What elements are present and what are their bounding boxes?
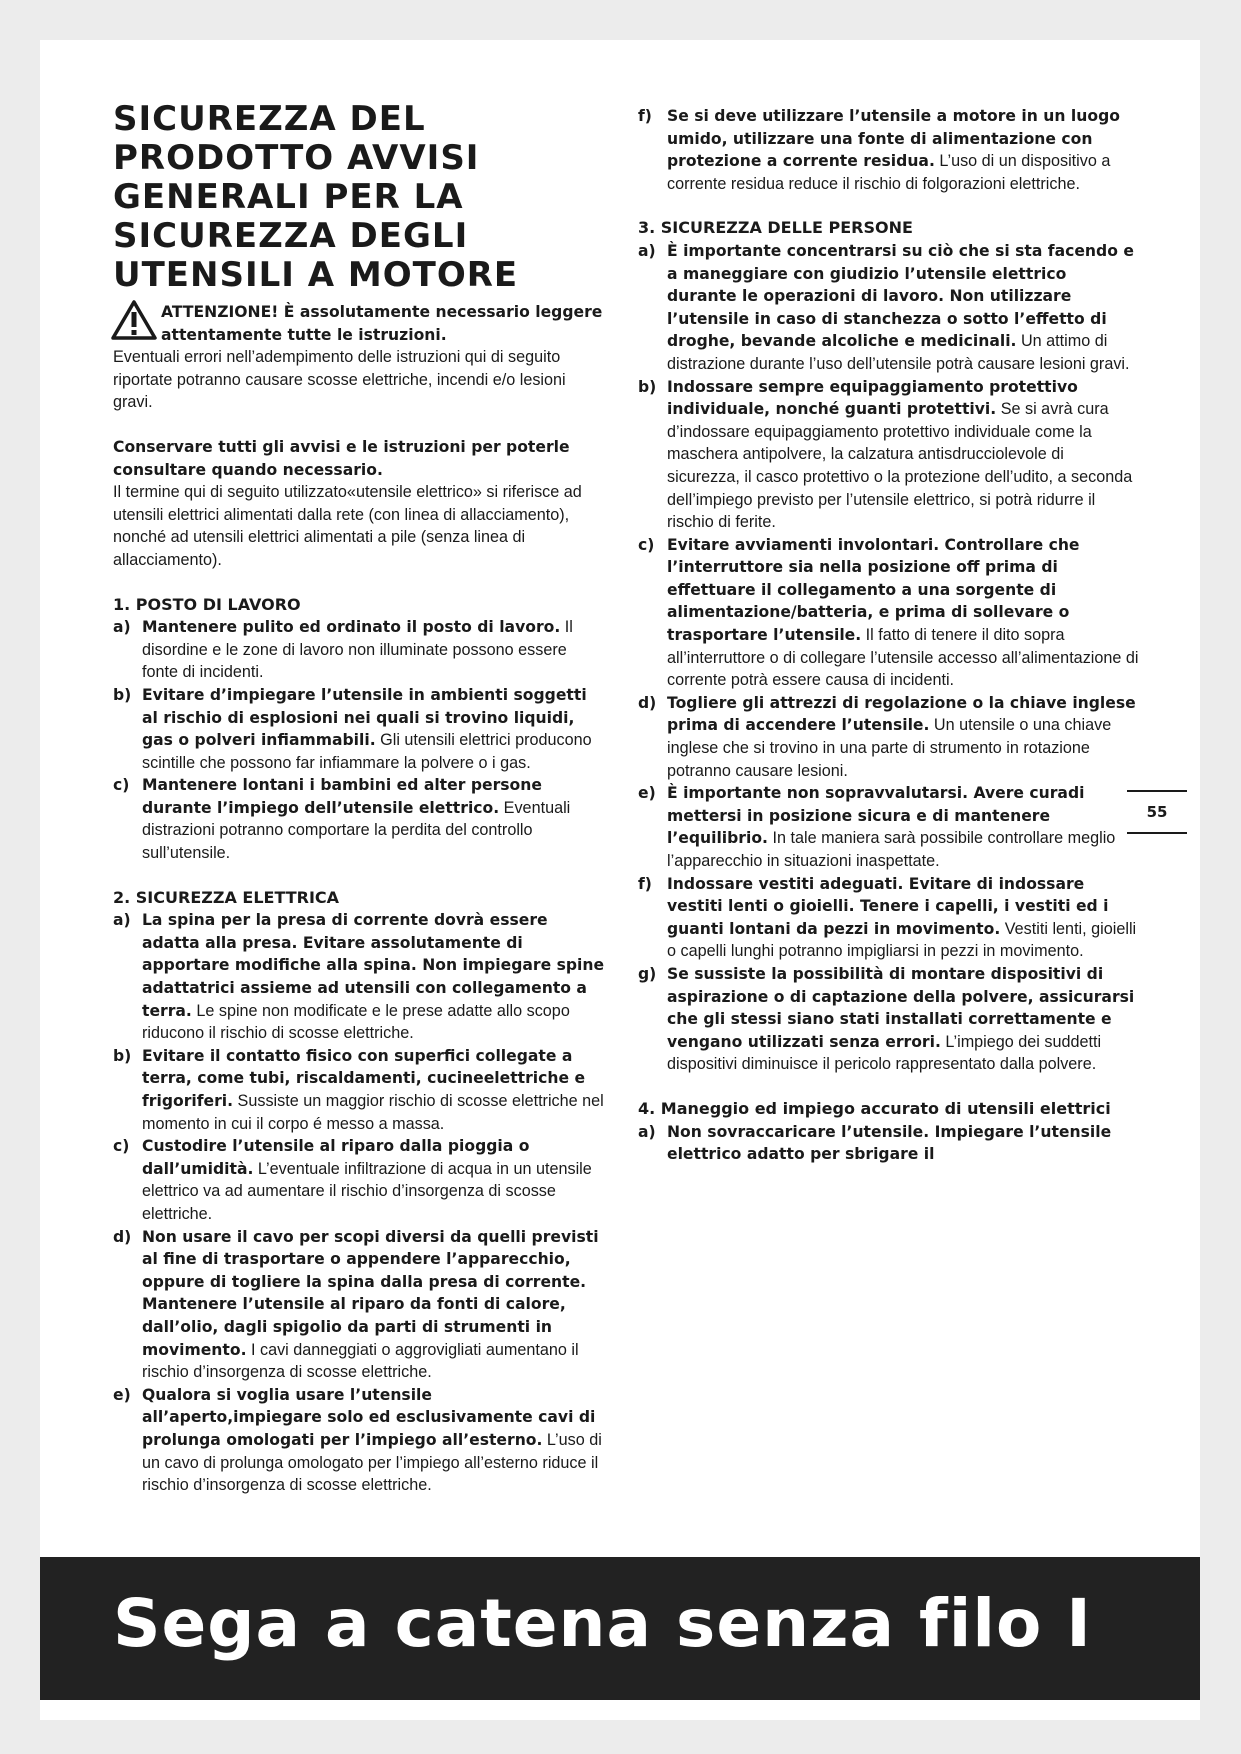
list-item: e) È importante non sopravvalutarsi. Avere curadi mettersi in posizione sicura e di mantenere l’equilibrio. In tale maniera sarà possibile controllare meglio l’apparecchio in situazioni inaspettate. xyxy=(638,784,1116,870)
warning-triangle-icon xyxy=(111,299,157,341)
list-item: f) Se si deve utilizzare l’utensile a motore in un luogo umido, utilizzare una fonte di alimentazione con protezione a corrente residua. L’uso di un dispositivo a corrente residua reduce il rischio di folgorazioni elettriche. xyxy=(638,107,1120,193)
list-item: e) Qualora si voglia usare l’utensile all’aperto,impiegare solo ed esclusivamente cavi di prolunga omologati per l’impiego all’esterno. L’uso di un cavo di prolunga omologato per l’impiego all’esterno riduce il rischio d’insorgenza di scosse elettriche. xyxy=(113,1385,602,1495)
warning-bold: ATTENZIONE! È assolutamente necessario leggere attentamente tutte le istruzioni. xyxy=(161,303,603,344)
section-2-heading: 2. SICUREZZA ELETTRICA xyxy=(113,887,340,907)
page-number: 55 xyxy=(1146,803,1168,821)
list-item: b) Indossare sempre equipaggiamento protettivo individuale, nonché guanti protettivi. Se si avrà cura d’indossare equipaggiamento protettivo individuale come la maschera antipolvere, la calzatura antisdrucciolevole di sicurezza, il casco protettivo o la protezione dell’udito, a seconda dell’impiego previsto per l’utensile elettrico, si potrà ridurre il rischio di ferite. xyxy=(638,377,1133,532)
page-title: SICUREZZA DEL PRODOTTO AVVISI GENERALI PER LA SICUREZZA DEGLI UTENSILI A MOTORE xyxy=(113,99,519,295)
right-column xyxy=(638,105,1140,1166)
left-column xyxy=(113,100,605,1497)
list-item: c) Custodire l’utensile al riparo dalla pioggia o dall’umidità. L’eventuale infiltrazione di acqua in un utensile elettrico va ad aumentare il rischio d’insorgenza di scosse elettriche. xyxy=(113,1137,592,1223)
footer-title: Sega a catena senza filo I xyxy=(113,1585,1092,1662)
page-number-block xyxy=(1127,790,1187,834)
section-1-heading: 1. POSTO DI LAVORO xyxy=(113,594,301,614)
list-item: b) Evitare il contatto fisico con superfici collegate a terra, come tubi, riscaldamenti, cucineelettriche e frigoriferi. Sussiste un maggior rischio di scosse elettriche nel momento in cui il corpo é messo a massa. xyxy=(113,1046,604,1133)
list-item: a) Mantenere pulito ed ordinato il posto di lavoro. Il disordine e le zone di lavoro non illuminate possono essere fonte di incidenti. xyxy=(113,618,573,682)
warning-text: Eventuali errori nell’adempimento delle istruzioni qui di seguito riportate potranno causare scosse elettriche, incendi e/o lesioni gravi. xyxy=(113,348,566,412)
list-item: b) Evitare d’impiegare l’utensile in ambienti soggetti al rischio di esplosioni nei quali si trovino liquidi, gas o polveri infiammabili. Gli utensili elettrici producono scintille che possono far infiammare la polvere o i gas. xyxy=(113,685,592,772)
list-item: a) Non sovraccaricare l’utensile. Impiegare l’utensile elettrico adatto per sbrigare il xyxy=(638,1122,1112,1164)
keep-text: Il termine qui di seguito utilizzato«utensile elettrico» si riferisce ad utensili elettrici alimentati dalla rete (con linea di allacciamento), nonché ad utensili elettrici alimentati a pile (senza linea di allacciamento). xyxy=(113,483,582,569)
list-item: f) Indossare vestiti adeguati. Evitare di indossare vestiti lenti o gioielli. Tenere i capelli, i vestiti ed i guanti lontani da pezzi in movimento. Vestiti lenti, gioielli o capelli lunghi potranno impigliarsi in pezzi in movimento. xyxy=(638,874,1137,961)
list-item: d) Non usare il cavo per scopi diversi da quelli previsti al fine di trasportare o appendere l’apparecchio, oppure di togliere la spina dalla presa di corrente. Mantenere l’utensile al riparo da fonti di calore, dall’olio, dagli spigolio da parti di strumenti in movimento. I cavi danneggiati o aggrovigliati aumentano il rischio d’insorgenza di scosse elettriche. xyxy=(113,1227,599,1382)
list-item: a) È importante concentrarsi su ciò che si sta facendo e a maneggiare con giudizio l’utensile elettrico durante le operazioni di lavoro. Non utilizzare l’utensile in caso di stanchezza o sotto l’effetto di droghe, bevande alcoliche e medicinali. Un attimo di distrazione durante l’uso dell’utensile potrà causare lesioni gravi. xyxy=(638,241,1134,373)
list-item: g) Se sussiste la possibilità di montare dispositivi di aspirazione o di captazione della polvere, assicurarsi che gli stessi siano stati installati correttamente e vengano utilizzati senza errori. L’impiego dei suddetti dispositivi diminuisce il pericolo rappresentato dalla polvere. xyxy=(638,964,1135,1074)
list-item: a) La spina per la presa di corrente dovrà essere adatta alla presa. Evitare assolutamente di apportare modifiche alla spina. Non impiegare spine adattatrici assieme ad utensili con collegamento a terra. Le spine non modificate e le prese adatte allo scopo riducono il rischio di scosse elettriche. xyxy=(113,911,605,1043)
list-item: c) Mantenere lontani i bambini ed alter persone durante l’impiego dell’utensile elettrico. Eventuali distrazioni potranno comportare la perdita del controllo sull’utensile. xyxy=(113,776,571,863)
section-3-heading: 3. SICUREZZA DELLE PERSONE xyxy=(638,218,913,238)
list-item: c) Evitare avviamenti involontari. Controllare che l’interruttore sia nella posizione off prima di effettuare il collegamento a una sorgente di alimentazione/batteria, e prima di sollevare o trasportare l’utensile. Il fatto di tenere il dito sopra all’interruttore o di collegare l’utensile accesso all’alimentazione di corrente potrà essere causa di incidenti. xyxy=(638,535,1139,690)
list-item: d) Togliere gli attrezzi di regolazione o la chiave inglese prima di accendere l’utensile. Un utensile o una chiave inglese che si trovino in una parte di strumento in rotazione potranno causare lesioni. xyxy=(638,693,1136,780)
section-4-heading: 4. Maneggio ed impiego accurato di utensili elettrici xyxy=(638,1098,1111,1118)
footer-banner xyxy=(40,1557,1200,1700)
warning-block xyxy=(113,301,605,346)
keep-bold: Conservare tutti gli avvisi e le istruzioni per poterle consultare quando necessario. xyxy=(113,437,570,479)
